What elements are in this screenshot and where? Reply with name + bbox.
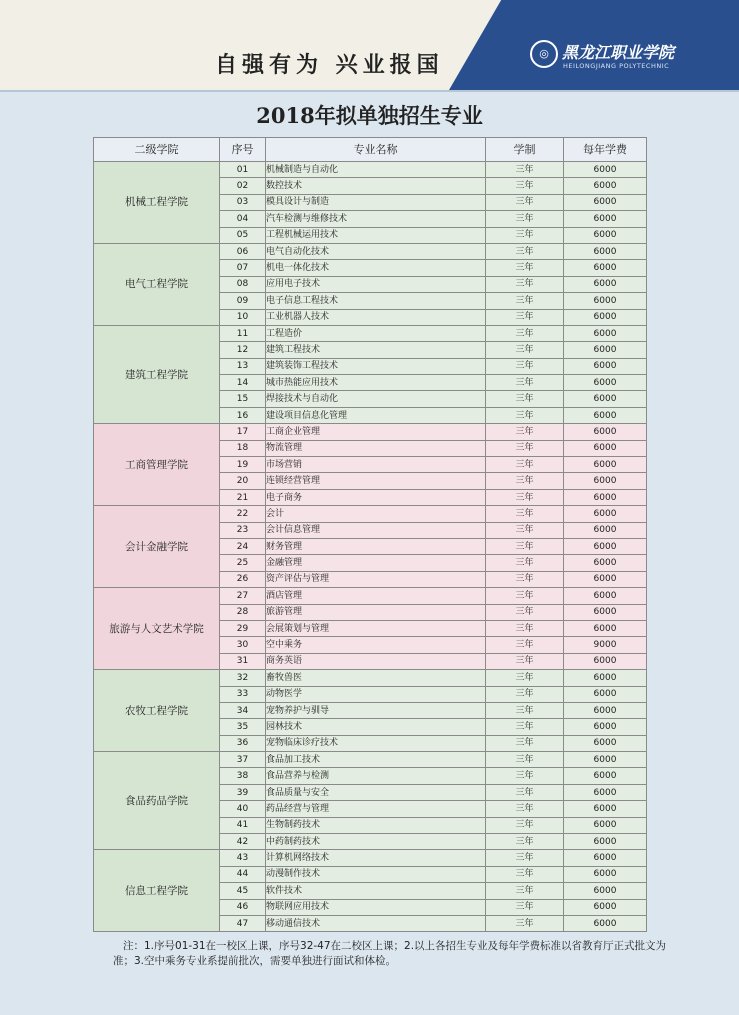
fee-cell: 6000 (564, 555, 647, 571)
college-cell: 信息工程学院 (94, 850, 220, 932)
school-name-cn: 黑龙江职业学院 (562, 43, 675, 62)
duration-cell: 三年 (486, 194, 564, 210)
major-name-cell: 移动通信技术 (266, 915, 486, 931)
duration-cell: 三年 (486, 719, 564, 735)
no-cell: 30 (220, 637, 266, 653)
table-row (94, 325, 647, 341)
duration-cell: 三年 (486, 440, 564, 456)
duration-cell: 三年 (486, 883, 564, 899)
fee-cell: 6000 (564, 375, 647, 391)
major-name-cell: 电子信息工程技术 (266, 293, 486, 309)
major-name-cell: 汽车检测与维修技术 (266, 211, 486, 227)
footnote: 注：1.序号01-31在一校区上课，序号32-47在二校区上课；2.以上各招生专业及每年学费标准以省教育厅正式批文为准；3.空中乘务专业系提前批次，需要单独进行面试和体检。 (113, 940, 667, 967)
duration-cell: 三年 (486, 391, 564, 407)
page-title: 2018年拟单独招生专业 (256, 103, 483, 128)
no-cell: 20 (220, 473, 266, 489)
no-cell: 04 (220, 211, 266, 227)
fee-cell: 6000 (564, 489, 647, 505)
college-cell: 旅游与人文艺术学院 (94, 588, 220, 670)
column-header-college: 二级学院 (94, 138, 220, 162)
duration-cell: 三年 (486, 522, 564, 538)
no-cell: 43 (220, 850, 266, 866)
major-name-cell: 工业机器人技术 (266, 309, 486, 325)
school-name-en: HEILONGJIANG POLYTECHNIC (563, 62, 670, 70)
table-row (94, 162, 647, 178)
duration-cell: 三年 (486, 915, 564, 931)
duration-cell: 三年 (486, 850, 564, 866)
no-cell: 42 (220, 834, 266, 850)
no-cell: 38 (220, 768, 266, 784)
major-name-cell: 宠物临床诊疗技术 (266, 735, 486, 751)
major-name-cell: 生物制药技术 (266, 817, 486, 833)
major-name-cell: 建筑装饰工程技术 (266, 358, 486, 374)
major-name-cell: 城市热能应用技术 (266, 375, 486, 391)
fee-cell: 6000 (564, 522, 647, 538)
table-row (94, 850, 647, 866)
major-name-cell: 物联网应用技术 (266, 899, 486, 915)
college-cell: 食品药品学院 (94, 752, 220, 850)
major-name-cell: 食品营养与检测 (266, 768, 486, 784)
major-name-cell: 应用电子技术 (266, 276, 486, 292)
fee-cell: 6000 (564, 342, 647, 358)
college-cell: 建筑工程学院 (94, 325, 220, 423)
duration-cell: 三年 (486, 637, 564, 653)
duration-cell: 三年 (486, 260, 564, 276)
no-cell: 25 (220, 555, 266, 571)
duration-cell: 三年 (486, 702, 564, 718)
no-cell: 06 (220, 243, 266, 259)
major-name-cell: 酒店管理 (266, 588, 486, 604)
no-cell: 13 (220, 358, 266, 374)
fee-cell: 6000 (564, 227, 647, 243)
majors-table (93, 137, 647, 932)
duration-cell: 三年 (486, 752, 564, 768)
no-cell: 10 (220, 309, 266, 325)
major-name-cell: 资产评估与管理 (266, 571, 486, 587)
no-cell: 02 (220, 178, 266, 194)
table-row (94, 424, 647, 440)
duration-cell: 三年 (486, 817, 564, 833)
major-name-cell: 食品质量与安全 (266, 784, 486, 800)
major-name-cell: 会计信息管理 (266, 522, 486, 538)
fee-cell: 6000 (564, 276, 647, 292)
no-cell: 07 (220, 260, 266, 276)
no-cell: 37 (220, 752, 266, 768)
major-name-cell: 食品加工技术 (266, 752, 486, 768)
fee-cell: 6000 (564, 620, 647, 636)
major-name-cell: 模具设计与制造 (266, 194, 486, 210)
no-cell: 28 (220, 604, 266, 620)
duration-cell: 三年 (486, 342, 564, 358)
duration-cell: 三年 (486, 293, 564, 309)
fee-cell: 6000 (564, 391, 647, 407)
major-name-cell: 动物医学 (266, 686, 486, 702)
duration-cell: 三年 (486, 899, 564, 915)
fee-cell: 6000 (564, 538, 647, 554)
table-body (94, 162, 647, 932)
fee-cell: 6000 (564, 293, 647, 309)
major-name-cell: 市场营销 (266, 457, 486, 473)
no-cell: 18 (220, 440, 266, 456)
table-row (94, 670, 647, 686)
major-name-cell: 建筑工程技术 (266, 342, 486, 358)
duration-cell: 三年 (486, 834, 564, 850)
fee-cell: 6000 (564, 866, 647, 882)
duration-cell: 三年 (486, 506, 564, 522)
fee-cell: 6000 (564, 571, 647, 587)
no-cell: 33 (220, 686, 266, 702)
table-header-row (94, 138, 647, 162)
major-name-cell: 机电一体化技术 (266, 260, 486, 276)
fee-cell: 6000 (564, 834, 647, 850)
no-cell: 19 (220, 457, 266, 473)
major-name-cell: 畜牧兽医 (266, 670, 486, 686)
no-cell: 44 (220, 866, 266, 882)
table-row (94, 243, 647, 259)
no-cell: 34 (220, 702, 266, 718)
major-name-cell: 动漫制作技术 (266, 866, 486, 882)
college-cell: 电气工程学院 (94, 243, 220, 325)
duration-cell: 三年 (486, 801, 564, 817)
college-cell: 工商管理学院 (94, 424, 220, 506)
no-cell: 27 (220, 588, 266, 604)
duration-cell: 三年 (486, 538, 564, 554)
fee-cell: 6000 (564, 473, 647, 489)
no-cell: 16 (220, 407, 266, 423)
column-header-name: 专业名称 (266, 138, 486, 162)
school-logo-icon: ◎ (530, 40, 558, 68)
major-name-cell: 金融管理 (266, 555, 486, 571)
duration-cell: 三年 (486, 358, 564, 374)
fee-cell: 6000 (564, 752, 647, 768)
fee-cell: 6000 (564, 784, 647, 800)
major-name-cell: 物流管理 (266, 440, 486, 456)
fee-cell: 6000 (564, 915, 647, 931)
no-cell: 17 (220, 424, 266, 440)
duration-cell: 三年 (486, 735, 564, 751)
major-name-cell: 电气自动化技术 (266, 243, 486, 259)
no-cell: 46 (220, 899, 266, 915)
major-name-cell: 空中乘务 (266, 637, 486, 653)
fee-cell: 6000 (564, 801, 647, 817)
no-cell: 29 (220, 620, 266, 636)
no-cell: 01 (220, 162, 266, 178)
fee-cell: 6000 (564, 424, 647, 440)
major-name-cell: 软件技术 (266, 883, 486, 899)
major-name-cell: 焊接技术与自动化 (266, 391, 486, 407)
fee-cell: 6000 (564, 194, 647, 210)
duration-cell: 三年 (486, 571, 564, 587)
fee-cell: 6000 (564, 178, 647, 194)
duration-cell: 三年 (486, 162, 564, 178)
college-cell: 农牧工程学院 (94, 670, 220, 752)
duration-cell: 三年 (486, 670, 564, 686)
no-cell: 21 (220, 489, 266, 505)
no-cell: 39 (220, 784, 266, 800)
no-cell: 15 (220, 391, 266, 407)
fee-cell: 6000 (564, 653, 647, 669)
major-name-cell: 会展策划与管理 (266, 620, 486, 636)
fee-cell: 6000 (564, 817, 647, 833)
table-row (94, 752, 647, 768)
duration-cell: 三年 (486, 620, 564, 636)
major-name-cell: 会计 (266, 506, 486, 522)
duration-cell: 三年 (486, 424, 564, 440)
duration-cell: 三年 (486, 227, 564, 243)
column-header-no: 序号 (220, 138, 266, 162)
major-name-cell: 数控技术 (266, 178, 486, 194)
major-name-cell: 宠物养护与驯导 (266, 702, 486, 718)
major-name-cell: 中药制药技术 (266, 834, 486, 850)
fee-cell: 6000 (564, 719, 647, 735)
fee-cell: 6000 (564, 670, 647, 686)
fee-cell: 6000 (564, 686, 647, 702)
no-cell: 41 (220, 817, 266, 833)
page-header (0, 0, 739, 92)
fee-cell: 6000 (564, 883, 647, 899)
major-name-cell: 商务英语 (266, 653, 486, 669)
fee-cell: 6000 (564, 899, 647, 915)
duration-cell: 三年 (486, 375, 564, 391)
fee-cell: 6000 (564, 768, 647, 784)
no-cell: 12 (220, 342, 266, 358)
no-cell: 08 (220, 276, 266, 292)
no-cell: 05 (220, 227, 266, 243)
fee-cell: 6000 (564, 506, 647, 522)
fee-cell: 6000 (564, 260, 647, 276)
duration-cell: 三年 (486, 473, 564, 489)
duration-cell: 三年 (486, 653, 564, 669)
no-cell: 22 (220, 506, 266, 522)
no-cell: 14 (220, 375, 266, 391)
table-row (94, 506, 647, 522)
no-cell: 03 (220, 194, 266, 210)
major-name-cell: 财务管理 (266, 538, 486, 554)
fee-cell: 6000 (564, 162, 647, 178)
duration-cell: 三年 (486, 309, 564, 325)
slogan: 自强有为 兴业报国 (215, 52, 444, 78)
duration-cell: 三年 (486, 407, 564, 423)
fee-cell: 6000 (564, 440, 647, 456)
major-name-cell: 电子商务 (266, 489, 486, 505)
major-name-cell: 旅游管理 (266, 604, 486, 620)
fee-cell: 6000 (564, 588, 647, 604)
no-cell: 32 (220, 670, 266, 686)
fee-cell: 6000 (564, 702, 647, 718)
table-row (94, 588, 647, 604)
no-cell: 47 (220, 915, 266, 931)
major-name-cell: 连锁经营管理 (266, 473, 486, 489)
fee-cell: 6000 (564, 309, 647, 325)
fee-cell: 9000 (564, 637, 647, 653)
duration-cell: 三年 (486, 325, 564, 341)
duration-cell: 三年 (486, 604, 564, 620)
major-name-cell: 工商企业管理 (266, 424, 486, 440)
fee-cell: 6000 (564, 604, 647, 620)
no-cell: 35 (220, 719, 266, 735)
major-name-cell: 工程机械运用技术 (266, 227, 486, 243)
no-cell: 40 (220, 801, 266, 817)
duration-cell: 三年 (486, 243, 564, 259)
duration-cell: 三年 (486, 276, 564, 292)
duration-cell: 三年 (486, 588, 564, 604)
column-header-duration: 学制 (486, 138, 564, 162)
fee-cell: 6000 (564, 407, 647, 423)
fee-cell: 6000 (564, 735, 647, 751)
major-name-cell: 工程造价 (266, 325, 486, 341)
college-cell: 会计金融学院 (94, 506, 220, 588)
column-header-fee: 每年学费 (564, 138, 647, 162)
fee-cell: 6000 (564, 243, 647, 259)
fee-cell: 6000 (564, 211, 647, 227)
duration-cell: 三年 (486, 686, 564, 702)
duration-cell: 三年 (486, 489, 564, 505)
fee-cell: 6000 (564, 358, 647, 374)
duration-cell: 三年 (486, 457, 564, 473)
fee-cell: 6000 (564, 850, 647, 866)
college-cell: 机械工程学院 (94, 162, 220, 244)
duration-cell: 三年 (486, 768, 564, 784)
no-cell: 26 (220, 571, 266, 587)
no-cell: 23 (220, 522, 266, 538)
major-name-cell: 机械制造与自动化 (266, 162, 486, 178)
no-cell: 31 (220, 653, 266, 669)
duration-cell: 三年 (486, 555, 564, 571)
no-cell: 09 (220, 293, 266, 309)
no-cell: 11 (220, 325, 266, 341)
major-name-cell: 计算机网络技术 (266, 850, 486, 866)
no-cell: 45 (220, 883, 266, 899)
fee-cell: 6000 (564, 325, 647, 341)
duration-cell: 三年 (486, 784, 564, 800)
major-name-cell: 园林技术 (266, 719, 486, 735)
major-name-cell: 药品经营与管理 (266, 801, 486, 817)
fee-cell: 6000 (564, 457, 647, 473)
no-cell: 36 (220, 735, 266, 751)
no-cell: 24 (220, 538, 266, 554)
duration-cell: 三年 (486, 178, 564, 194)
duration-cell: 三年 (486, 211, 564, 227)
major-name-cell: 建设项目信息化管理 (266, 407, 486, 423)
duration-cell: 三年 (486, 866, 564, 882)
